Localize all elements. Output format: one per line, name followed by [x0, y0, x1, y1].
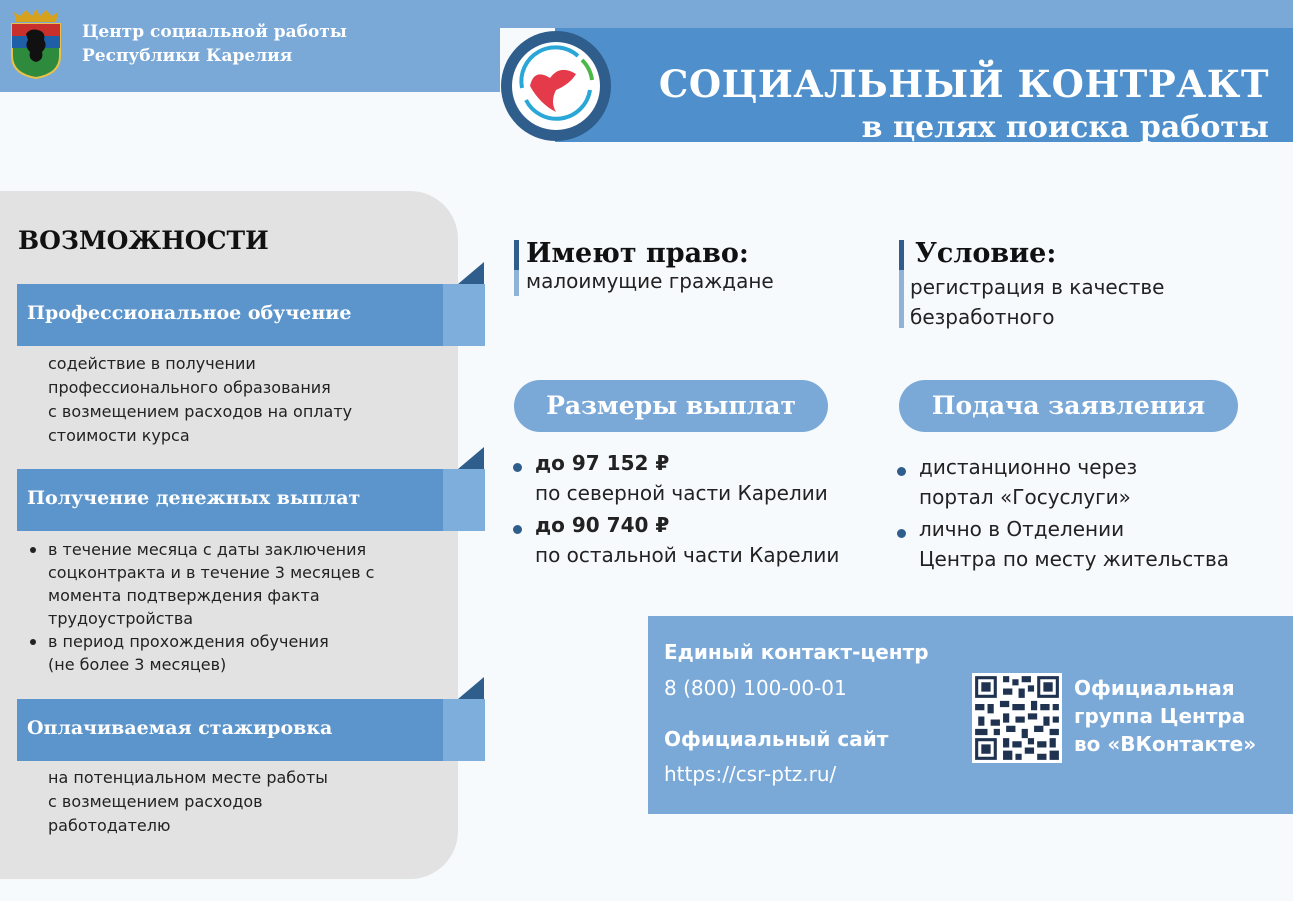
condition-line: безработного — [910, 305, 1055, 329]
opportunity-desc-payments — [28, 538, 374, 676]
desc-line: на потенциальном месте работы — [48, 768, 328, 787]
accent-bar — [514, 240, 519, 270]
condition-line: регистрация в качестве — [910, 275, 1165, 299]
desc-line: момента подтверждения факта — [48, 586, 320, 605]
application-line: портал «Госуслуги» — [919, 485, 1131, 509]
site-label: Официальный сайт — [664, 727, 889, 751]
coat-of-arms-icon — [8, 6, 64, 80]
site-link[interactable]: https://csr-ptz.ru/ — [664, 762, 837, 786]
opportunity-desc-training — [48, 352, 352, 448]
desc-line: профессионального образования — [48, 378, 331, 397]
title-panel — [555, 28, 1293, 145]
opportunity-label: Профессиональное обучение — [27, 302, 352, 324]
contact-panel — [648, 616, 1293, 814]
condition-text — [910, 272, 1164, 332]
opportunity-label: Оплачиваемая стажировка — [27, 717, 333, 739]
vk-line: Официальная — [1074, 676, 1235, 700]
list-item — [513, 448, 893, 508]
desc-line: с возмещением расходов — [48, 792, 263, 811]
application-line: Центра по месту жительства — [919, 547, 1229, 571]
eligibility-title: Имеют право: — [526, 238, 749, 269]
band-fold — [458, 677, 484, 699]
opportunities-heading: ВОЗМОЖНОСТИ — [18, 226, 269, 255]
list-item — [28, 538, 374, 630]
condition-title: Условие: — [915, 238, 1057, 269]
payment-region: по северной части Карелии — [535, 481, 828, 505]
payment-amount: до 90 740 ₽ — [535, 513, 670, 537]
org-name-line1: Центр социальной работы — [82, 22, 347, 42]
desc-line: трудоустройства — [48, 609, 194, 628]
desc-line: содействие в получении — [48, 354, 256, 373]
vk-line: во «ВКонтакте» — [1074, 732, 1257, 756]
band-fold — [458, 447, 484, 469]
application-line: лично в Отделении — [919, 517, 1125, 541]
qr-code-icon[interactable] — [972, 673, 1062, 763]
band-fold — [458, 262, 484, 284]
opportunity-band-internship — [17, 699, 485, 761]
list-item — [513, 510, 893, 570]
desc-line: стоимости курса — [48, 426, 190, 445]
list-item — [897, 452, 1287, 512]
payment-amount: до 97 152 ₽ — [535, 451, 670, 475]
accent-bar — [514, 270, 519, 296]
opportunity-desc-internship — [48, 766, 328, 838]
payment-region: по остальной части Карелии — [535, 543, 840, 567]
contact-center-label: Единый контакт-центр — [664, 640, 929, 664]
band-end — [443, 699, 485, 761]
center-logo-icon — [500, 30, 612, 142]
opportunity-band-training — [17, 284, 485, 346]
payments-pill: Размеры выплат — [514, 380, 828, 432]
desc-line: в течение месяца с даты заключения — [48, 540, 367, 559]
band-end — [443, 284, 485, 346]
desc-line: соцконтракта и в течение 3 месяцев с — [48, 563, 375, 582]
application-list — [897, 452, 1287, 576]
desc-line: с возмещением расходов на оплату — [48, 402, 353, 421]
eligibility-text: малоимущие граждане — [526, 269, 774, 293]
list-item — [28, 630, 374, 676]
page-subtitle: в целях поиска работы — [861, 110, 1269, 145]
org-name — [82, 20, 347, 68]
application-line: дистанционно через — [919, 455, 1138, 479]
accent-bar — [899, 270, 904, 328]
band-end — [443, 469, 485, 531]
list-item — [897, 514, 1287, 574]
vk-group-text — [1074, 674, 1256, 758]
desc-line: в период прохождения обучения — [48, 632, 329, 651]
accent-bar — [899, 240, 904, 270]
vk-line: группа Центра — [1074, 704, 1246, 728]
application-pill: Подача заявления — [899, 380, 1238, 432]
desc-line: работодателю — [48, 816, 171, 835]
org-name-line2: Республики Карелия — [82, 46, 293, 66]
page-title: СОЦИАЛЬНЫЙ КОНТРАКТ — [658, 62, 1269, 106]
opportunity-label: Получение денежных выплат — [27, 487, 361, 509]
contact-phone[interactable]: 8 (800) 100-00-01 — [664, 676, 847, 700]
desc-line: (не более 3 месяцев) — [48, 655, 227, 674]
payments-list — [513, 448, 893, 572]
opportunity-band-payments — [17, 469, 485, 531]
